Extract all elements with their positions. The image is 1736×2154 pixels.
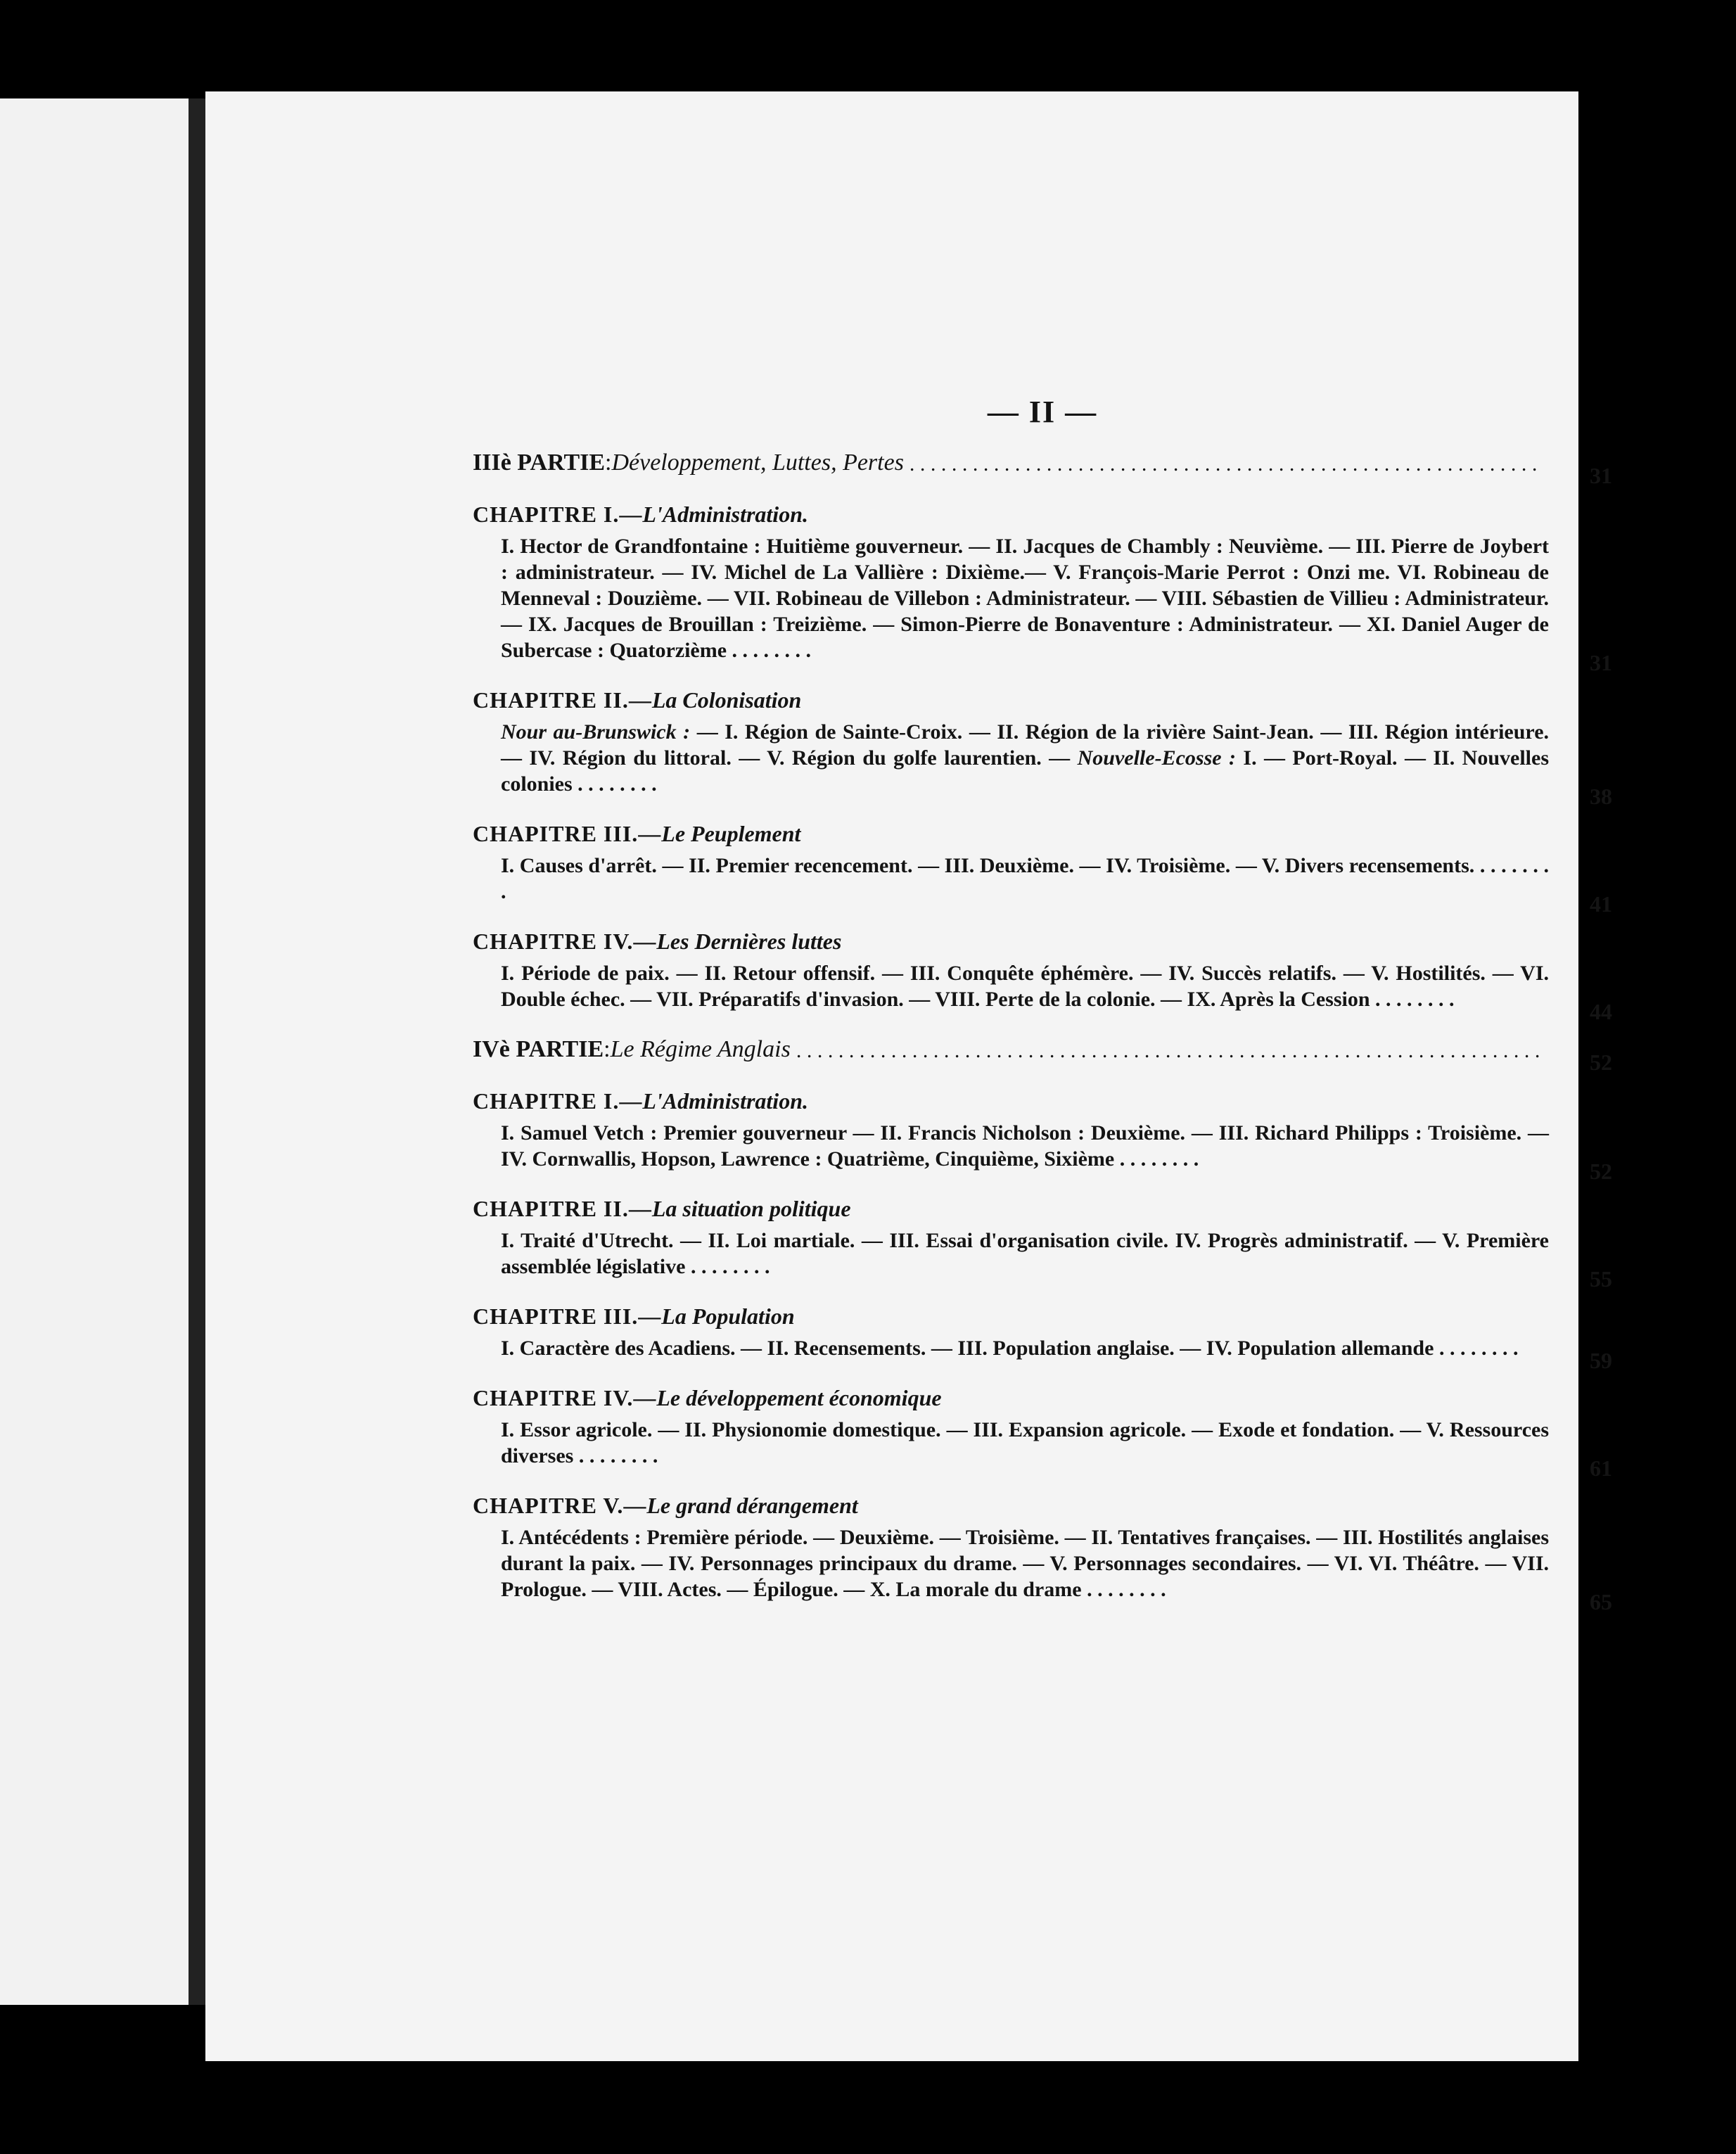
chapter-heading xyxy=(473,1304,1612,1330)
document-page xyxy=(205,91,1612,2061)
chapter-title: La Colonisation xyxy=(651,687,802,713)
chapter-entry xyxy=(473,502,1612,675)
chapter-body xyxy=(473,719,1612,809)
leader-dots-inline: . . . . . . . . xyxy=(572,772,657,796)
part-label: IIIè PARTIE xyxy=(473,450,606,476)
chapter-heading xyxy=(473,929,1612,955)
chapter-heading xyxy=(473,1196,1612,1222)
part-heading xyxy=(473,450,1612,488)
chapter-heading xyxy=(473,1088,1612,1114)
chapter-entry xyxy=(473,929,1612,1024)
chapter-title: L'Administration. xyxy=(642,1088,808,1114)
chapter-summary xyxy=(501,1417,1549,1469)
summary-segment: I. Caractère des Acadiens. — II. Recensements. — III. Population anglaise. — IV. Population allemande xyxy=(501,1337,1434,1360)
chapter-label: CHAPITRE I.— xyxy=(473,1088,643,1114)
summary-segment: Nouvelle-Ecosse : xyxy=(1077,746,1236,770)
chapter-label: CHAPITRE V.— xyxy=(473,1493,647,1518)
part-title: Développement, Luttes, Pertes xyxy=(611,450,904,476)
chapter-label: CHAPITRE IV.— xyxy=(473,1385,657,1410)
chapter-summary xyxy=(501,719,1549,797)
chapter-page-number: 44 xyxy=(1590,999,1612,1024)
chapter-body xyxy=(473,1524,1612,1614)
summary-segment: I. Période de paix. — II. Retour offensif. — III. Conquête éphémère. — IV. Succès relatifs. — V. Hostilités. — VI. Double échec. — VII. Préparatifs d'invasion. — VIII. Perte de la colonie. — IX. Après la Cession xyxy=(501,962,1549,1011)
chapter-page-number: 41 xyxy=(1590,891,1612,917)
chapter-heading xyxy=(473,687,1612,713)
summary-segment: I. Traité d'Utrecht. — II. Loi martiale. — III. Essai d'organisation civile. IV. Progrès administratif. — V. Première assemblée législative xyxy=(501,1229,1549,1278)
chapter-heading xyxy=(473,502,1612,528)
part-page-number: 52 xyxy=(1590,1050,1612,1075)
chapter-summary xyxy=(501,1120,1549,1172)
chapter-label: CHAPITRE III.— xyxy=(473,821,662,846)
leader-dots-inline: . . . . . . . . xyxy=(685,1255,770,1278)
chapter-body xyxy=(473,533,1612,675)
chapter-title: La Population xyxy=(661,1304,795,1329)
chapter-summary xyxy=(501,1524,1549,1602)
chapter-label: CHAPITRE III.— xyxy=(473,1304,662,1329)
summary-segment: Nour au-Brunswick : xyxy=(501,720,691,744)
chapter-heading xyxy=(473,1385,1612,1411)
chapter-body xyxy=(473,1335,1612,1373)
table-of-contents xyxy=(473,394,1612,1626)
chapter-label: CHAPITRE II.— xyxy=(473,1196,652,1221)
chapter-entry xyxy=(473,1304,1612,1373)
chapter-page-number: 38 xyxy=(1590,784,1612,809)
chapter-summary xyxy=(501,533,1549,663)
part-heading xyxy=(473,1036,1612,1075)
chapter-page-number: 61 xyxy=(1590,1455,1612,1481)
book-gutter xyxy=(189,98,205,2005)
chapter-body xyxy=(473,1228,1612,1292)
part-page-number: 31 xyxy=(1590,463,1612,488)
summary-segment: — I. Région de Sainte-Croix. — II. Région de la rivière Saint-Jean. — III. Région intérieure. — IV. Région du littoral. — V. Région du golfe laurentien. — xyxy=(501,720,1550,770)
leader-dots-inline: . . . . . . . . xyxy=(1081,1578,1166,1601)
chapter-page-number: 31 xyxy=(1590,650,1612,675)
summary-segment: I. — Port-Royal. — II. Nouvelles colonies xyxy=(501,746,1549,796)
chapter-title: Le grand dérangement xyxy=(646,1493,858,1518)
toc-entries xyxy=(473,450,1612,1614)
chapter-entry xyxy=(473,1196,1612,1292)
chapter-summary xyxy=(501,1228,1549,1280)
chapter-body xyxy=(473,1417,1612,1481)
page-number: — II — xyxy=(987,395,1098,429)
chapter-body xyxy=(473,960,1612,1024)
part-title: Le Régime Anglais xyxy=(610,1036,791,1062)
chapter-summary xyxy=(501,1335,1549,1361)
chapter-entry xyxy=(473,1493,1612,1614)
chapter-body xyxy=(473,1120,1612,1184)
chapter-page-number: 55 xyxy=(1590,1266,1612,1292)
part-separator: : xyxy=(605,450,612,476)
chapter-page-number: 59 xyxy=(1590,1348,1612,1373)
leader-dots-inline: . . . . . . . . xyxy=(573,1444,658,1467)
summary-segment: I. Causes d'arrêt. — II. Premier recencement. — III. Deuxième. — IV. Troisième. — V. Divers recensements. xyxy=(501,854,1475,877)
leader-dots-inline: . . . . . . . . xyxy=(1114,1147,1199,1171)
leader-dots-inline: . . . . . . . . xyxy=(501,854,1549,903)
chapter-title: Les Dernières luttes xyxy=(656,929,842,954)
chapter-entry xyxy=(473,1088,1612,1184)
part-label: IVè PARTIE xyxy=(473,1036,604,1062)
chapter-title: Le Peuplement xyxy=(661,821,801,846)
chapter-label: CHAPITRE I.— xyxy=(473,502,643,527)
leader-dots xyxy=(910,452,1543,476)
leader-dots-inline: . . . . . . . . xyxy=(727,639,812,662)
summary-segment: I. Antécédents : Première période. — Deuxième. — Troisième. — II. Tentatives françaises. — III. Hostilités anglaises durant la paix. — IV. Personnages principaux du drame. — V. Personnages secondaires. — VI. VI. Théâtre. — VII. Prologue. — VIII. Actes. — Épilogue. — X. La morale du drame xyxy=(501,1526,1549,1601)
leader-dots-inline: . . . . . . . . xyxy=(1434,1337,1519,1360)
summary-segment: I. Essor agricole. — II. Physionomie domestique. — III. Expansion agricole. — Exode et fondation. — V. Ressources diverses xyxy=(501,1418,1549,1467)
chapter-body xyxy=(473,853,1612,917)
facing-page-edge xyxy=(0,98,189,2005)
chapter-label: CHAPITRE II.— xyxy=(473,687,652,713)
chapter-title: L'Administration. xyxy=(642,502,808,527)
chapter-entry xyxy=(473,821,1612,917)
summary-segment: I. Hector de Grandfontaine : Huitième gouverneur. — II. Jacques de Chambly : Neuvième. — III. Pierre de Joybert : administrateur. — IV. Michel de La Vallière : Dixième.— V. François-Marie Perrot : Onzi me. VI. Robineau de Menneval : Douzième. — VII. Robineau de Villebon : Administrateur. — VIII. Sébastien de Villieu : Administrateur. — IX. Jacques de Brouillan : Treizième. — Simon-Pierre de Bonaventure : Administrateur. — XI. Daniel Auger de Subercase : Quatorzième xyxy=(501,535,1549,662)
chapter-heading xyxy=(473,821,1612,847)
chapter-entry xyxy=(473,687,1612,809)
chapter-page-number: 52 xyxy=(1590,1159,1612,1184)
leader-dots-inline: . . . . . . . . xyxy=(1370,988,1455,1011)
chapter-summary xyxy=(501,853,1549,905)
chapter-title: La situation politique xyxy=(651,1196,851,1221)
chapter-heading xyxy=(473,1493,1612,1519)
leader-dots xyxy=(796,1039,1543,1063)
chapter-label: CHAPITRE IV.— xyxy=(473,929,657,954)
chapter-page-number: 65 xyxy=(1590,1589,1612,1614)
part-separator: : xyxy=(604,1036,611,1062)
summary-segment: I. Samuel Vetch : Premier gouverneur — II. Francis Nicholson : Deuxième. — III. Richard Philipps : Troisième. — IV. Cornwallis, Hopson, Lawrence : Quatrième, Cinquième, Sixième xyxy=(501,1121,1549,1171)
chapter-entry xyxy=(473,1385,1612,1481)
chapter-summary xyxy=(501,960,1549,1012)
chapter-title: Le développement économique xyxy=(656,1385,942,1410)
